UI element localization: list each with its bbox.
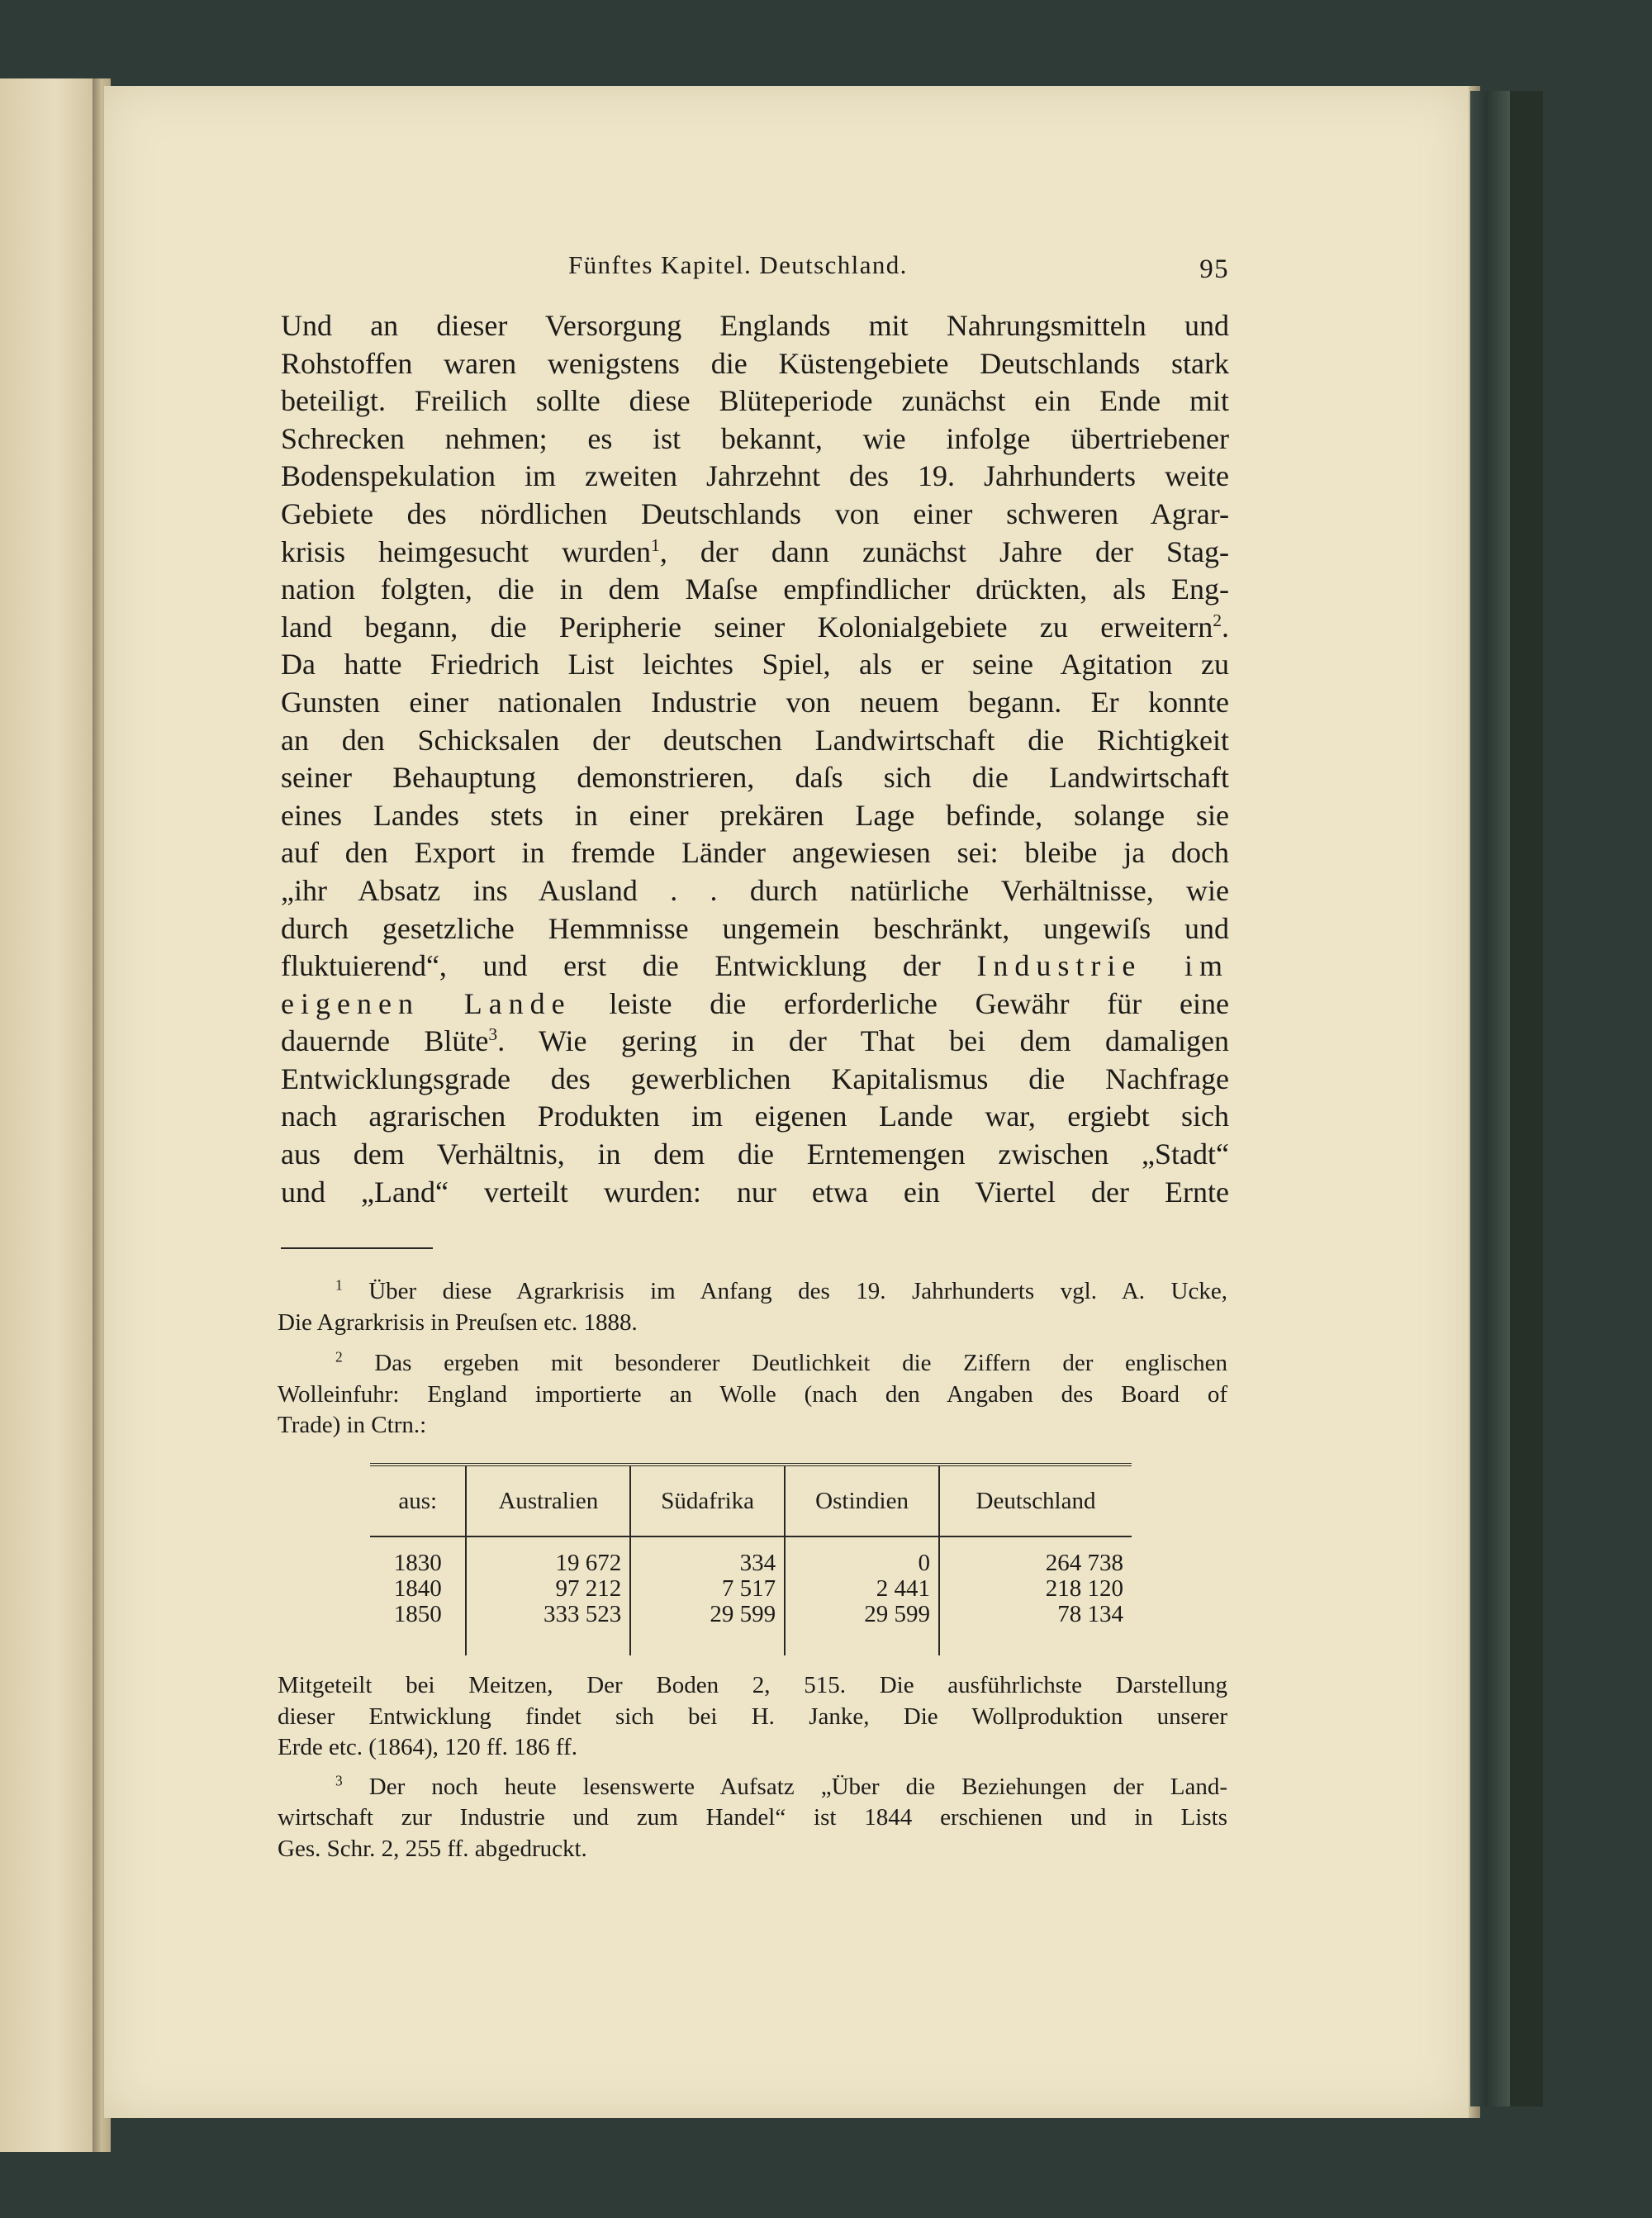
text-line: durch gesetzliche Hemmnisse ungemein beschränkt, ungewiſs und bbox=[281, 911, 1229, 945]
text-line: krisis heimgesucht wurden$^1$, der dann zunächst Jahre der Stag- bbox=[281, 534, 1229, 568]
table-cell: 334 bbox=[630, 1536, 785, 1576]
main-text bbox=[281, 307, 1229, 1211]
table-cell: 78 134 bbox=[1057, 1601, 1123, 1627]
table-cell: 29 599 bbox=[630, 1602, 785, 1655]
table-row bbox=[370, 1576, 1132, 1602]
previous-page-edge bbox=[0, 78, 101, 2152]
table-cell: 0 bbox=[785, 1536, 939, 1576]
footnote-2-line: Wolleinfuhr: England importierte an Wolle (nach den Angaben des Board of bbox=[278, 1380, 1227, 1408]
table-cell: 333 523 bbox=[466, 1602, 630, 1655]
text-line: Schrecken nehmen; es ist bekannt, wie infolge übertriebener bbox=[281, 421, 1229, 455]
table-cell: 1840 bbox=[370, 1576, 466, 1602]
footnote-2-line: Trade) in Ctrn.: bbox=[278, 1412, 427, 1438]
text-line: Da hatte Friedrich List leichtes Spiel, als er seine Agitation zu bbox=[281, 648, 1229, 682]
text-line: „ihr Absatz ins Ausland . . durch natürliche Verhältnisse, wie bbox=[281, 873, 1229, 907]
text-line: dauernde Blüte$^3$. Wie gering in der That bei dem damaligen bbox=[281, 1024, 1229, 1058]
footnote-1-line: Die Agrarkrisis in Preuſsen etc. 1888. bbox=[278, 1308, 638, 1336]
footnote-3-line: wirtschaft zur Industrie und zum Handel“ ist 1844 erschienen und in Lists bbox=[278, 1804, 1227, 1831]
table-cell: 29 599 bbox=[785, 1602, 939, 1655]
text-line: eines Landes stets in einer prekären Lage befinde, solange sie bbox=[281, 798, 1229, 832]
column-header: Australien bbox=[466, 1465, 630, 1536]
wool-import-table bbox=[370, 1463, 1132, 1655]
footnote-ref-2: 2 bbox=[1213, 610, 1222, 630]
table-cell: 97 212 bbox=[466, 1576, 630, 1602]
text-line: aus dem Verhältnis, in dem die Erntemengen zwischen „Stadt“ bbox=[281, 1137, 1229, 1171]
text-line: Und an dieser Versorgung Englands mit Nahrungsmitteln und bbox=[281, 309, 1229, 342]
footnotes-continued bbox=[278, 1670, 1227, 1864]
text-line: Rohstoffen waren wenigstens die Küstengebiete Deutschlands stark bbox=[281, 346, 1229, 380]
column-header: Deutschland bbox=[939, 1465, 1132, 1536]
text-line: seiner Behauptung demonstrieren, daſs sich die Landwirtschaft bbox=[281, 761, 1229, 795]
emphasis-spaced: eigenen Lande bbox=[281, 986, 572, 1020]
table-cell: 264 738 bbox=[1045, 1550, 1123, 1576]
text-line: Gunsten einer nationalen Industrie von neuem begann. Er konnte bbox=[281, 685, 1229, 719]
text-line: nation folgten, die in dem Maſse empfindlicher drückten, als Eng- bbox=[281, 572, 1229, 606]
table-cell: 2 441 bbox=[785, 1576, 939, 1602]
text-line: land begann, die Peripherie seiner Kolonialgebiete zu erweitern$^2$. bbox=[281, 610, 1229, 644]
footnotes bbox=[278, 1276, 1227, 1441]
text-line: nach agrarischen Produkten im eigenen Lande war, ergiebt sich bbox=[281, 1100, 1229, 1133]
column-header: aus: bbox=[370, 1465, 466, 1536]
book-cover-edge bbox=[1470, 91, 1510, 2106]
footnote-ref-3: 3 bbox=[488, 1024, 498, 1045]
text-line: Bodenspekulation im zweiten Jahrzehnt des 19. Jahrhunderts weite bbox=[281, 459, 1229, 493]
footnote-2-line: Mitgeteilt bei Meitzen, Der Boden 2, 515. Die ausführlichste Darstellung bbox=[278, 1672, 1227, 1698]
text-line: eigenen Lande leiste die erforderliche Gewähr für eine bbox=[281, 986, 1230, 1020]
table-cell: 1830 bbox=[370, 1536, 466, 1576]
footnote-separator bbox=[281, 1247, 433, 1249]
table-header-row bbox=[370, 1465, 1132, 1536]
text-line: Entwicklungsgrade des gewerblichen Kapitalismus die Nachfrage bbox=[281, 1062, 1229, 1095]
text-line: Gebiete des nördlichen Deutschlands von einer schweren Agrar- bbox=[281, 496, 1229, 530]
footnote-3-line: Ges. Schr. 2, 255 ff. abgedruckt. bbox=[278, 1835, 587, 1862]
footnote-ref-1: 1 bbox=[651, 534, 660, 555]
text-line: fluktuierend“, und erst die Entwicklung der Industrie im bbox=[281, 949, 1229, 983]
text-line: beteiligt. Freilich sollte diese Blüteperiode zunächst ein Ende mit bbox=[281, 384, 1229, 418]
text-line: an den Schicksalen der deutschen Landwirtschaft die Richtigkeit bbox=[281, 723, 1229, 757]
table-cell: 218 120 bbox=[1045, 1575, 1123, 1602]
footnote-2-line: Erde etc. (1864), 120 ff. 186 ff. bbox=[278, 1734, 577, 1760]
emphasis-spaced: Industrie im bbox=[976, 949, 1229, 983]
text-line: auf den Export in fremde Länder angewiesen sei: bleibe ja doch bbox=[281, 836, 1229, 870]
page-number: 95 bbox=[1199, 254, 1229, 284]
text-line: und „Land“ verteilt wurden: nur etwa ein Viertel der Ernte bbox=[281, 1175, 1229, 1209]
table-cell: 19 672 bbox=[466, 1536, 630, 1576]
footnote-2-line: dieser Entwicklung findet sich bei H. Janke, Die Wollproduktion unserer bbox=[278, 1703, 1227, 1730]
table-cell: 1850 bbox=[370, 1602, 466, 1655]
table-row bbox=[370, 1602, 1132, 1655]
table-row bbox=[370, 1536, 1132, 1576]
footnote-1-line: $^1$ Über diese Agrarkrisis im Anfang des 19. Jahrhunderts vgl. A. Ucke, bbox=[335, 1276, 1227, 1304]
running-header bbox=[281, 250, 1229, 293]
footnote-2-line: $^2$ Das ergeben mit besonderer Deutlichkeit die Ziffern der englischen bbox=[335, 1348, 1228, 1376]
footnote-3-line: $^3$ Der noch heute lesenswerte Aufsatz „Über die Beziehungen der Land- bbox=[335, 1771, 1228, 1800]
column-header: Südafrika bbox=[630, 1465, 785, 1536]
background-edge bbox=[1510, 91, 1543, 2106]
chapter-title: Fünftes Kapitel. Deutschland. bbox=[568, 250, 908, 279]
column-header: Ostindien bbox=[785, 1465, 939, 1536]
table-cell: 7 517 bbox=[630, 1576, 785, 1602]
